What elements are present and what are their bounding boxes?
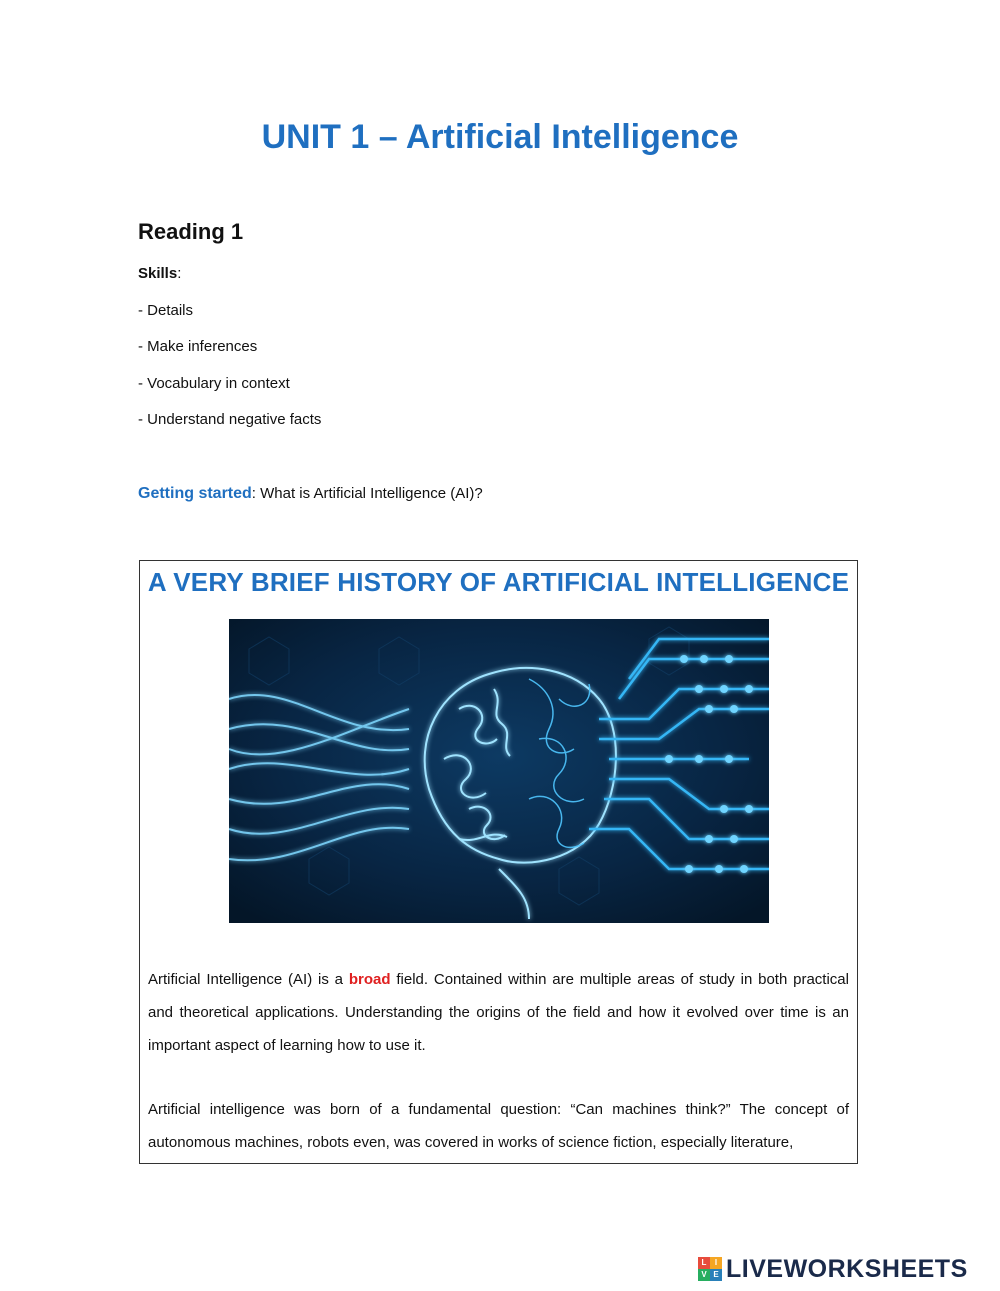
highlight-word-broad: broad [348,971,391,988]
logo-letter: V [698,1269,710,1281]
logo-letter: L [698,1257,710,1269]
logo-text: LIVEWORKSHEETS [726,1254,968,1283]
logo-mark-icon [698,1257,722,1281]
getting-started-label: Getting started [138,485,252,502]
logo-letter: E [710,1269,722,1281]
ai-brain-circuit-image [229,619,769,923]
logo-letter: I [710,1257,722,1269]
liveworksheets-logo [698,1253,968,1285]
article-paragraph-2: Artificial intelligence was born of a fundamental question: “Can machines think?” The concept of autonomous machines, robots even, was covered in works of science fiction, especially literature, [148,1101,849,1151]
skill-item: - Understand negative facts [138,411,322,428]
getting-started [138,485,483,503]
p1-before: Artificial Intelligence (AI) is a [148,971,349,988]
skills-label-colon: : [177,265,182,282]
article-paragraph-1 [148,963,849,1062]
page-title: UNIT 1 – Artificial Intelligence [261,118,739,156]
reading-heading: Reading 1 [138,219,244,244]
article-title: A VERY BRIEF HISTORY OF ARTIFICIAL INTELLIGENCE [147,567,850,597]
getting-started-question: : What is Artificial Intelligence (AI)? [251,485,483,502]
skill-item: - Details [138,302,194,319]
skill-item: - Vocabulary in context [138,375,290,392]
article-box [139,560,858,1164]
skills-label [138,265,181,282]
skill-item: - Make inferences [138,338,258,355]
p1-after: field. Contained within are multiple areas of study in both practical and theoretical applications. Understanding the origins of the field and how it evolved over time is an important aspect of learning how to use it. [148,971,849,1054]
skills-label-text: Skills [138,265,178,282]
